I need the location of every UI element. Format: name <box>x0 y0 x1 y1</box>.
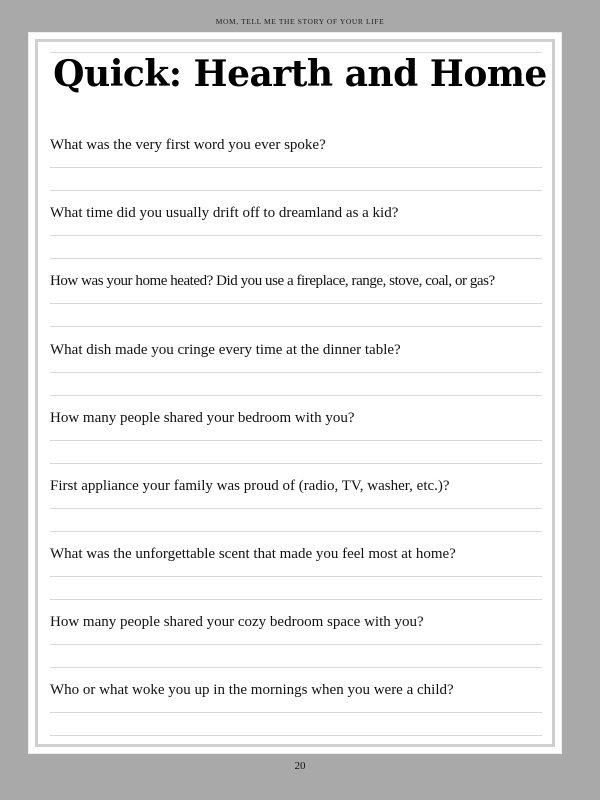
question-3: How was your home heated? Did you use a fireplace, range, stove, coal, or gas? <box>50 273 495 289</box>
question-2: What time did you usually drift off to dreamland as a kid? <box>50 205 399 221</box>
answer-line-1a <box>50 167 542 168</box>
answer-line-4a <box>50 372 542 373</box>
question-1: What was the very first word you ever spoke? <box>50 137 326 153</box>
answer-line-7b <box>50 599 542 600</box>
answer-line-8b <box>50 667 542 668</box>
answer-line-8a <box>50 644 542 645</box>
answer-line-7a <box>50 576 542 577</box>
answer-line-4b <box>50 395 542 396</box>
question-5: How many people shared your bedroom with you? <box>50 410 355 426</box>
answer-line-3a <box>50 303 542 304</box>
page-number: 20 <box>294 760 306 772</box>
answer-line-9a <box>50 712 542 713</box>
page-title: Quick: Hearth and Home <box>53 53 547 95</box>
answer-line-5a <box>50 440 542 441</box>
question-9: Who or what woke you up in the mornings when you were a child? <box>50 682 454 698</box>
answer-line-9b <box>50 735 542 736</box>
question-8: How many people shared your cozy bedroom space with you? <box>50 614 424 630</box>
question-7: What was the unforgettable scent that made you feel most at home? <box>50 546 456 562</box>
answer-line-6b <box>50 531 542 532</box>
answer-line-1b <box>50 190 542 191</box>
answer-line-6a <box>50 508 542 509</box>
question-4: What dish made you cringe every time at the dinner table? <box>50 342 401 358</box>
answer-line-3b <box>50 326 542 327</box>
answer-line-2b <box>50 258 542 259</box>
question-6: First appliance your family was proud of (radio, TV, washer, etc.)? <box>50 478 450 494</box>
answer-line-5b <box>50 463 542 464</box>
answer-line-2a <box>50 235 542 236</box>
running-header: MOM, TELL ME THE STORY OF YOUR LIFE <box>215 17 385 26</box>
